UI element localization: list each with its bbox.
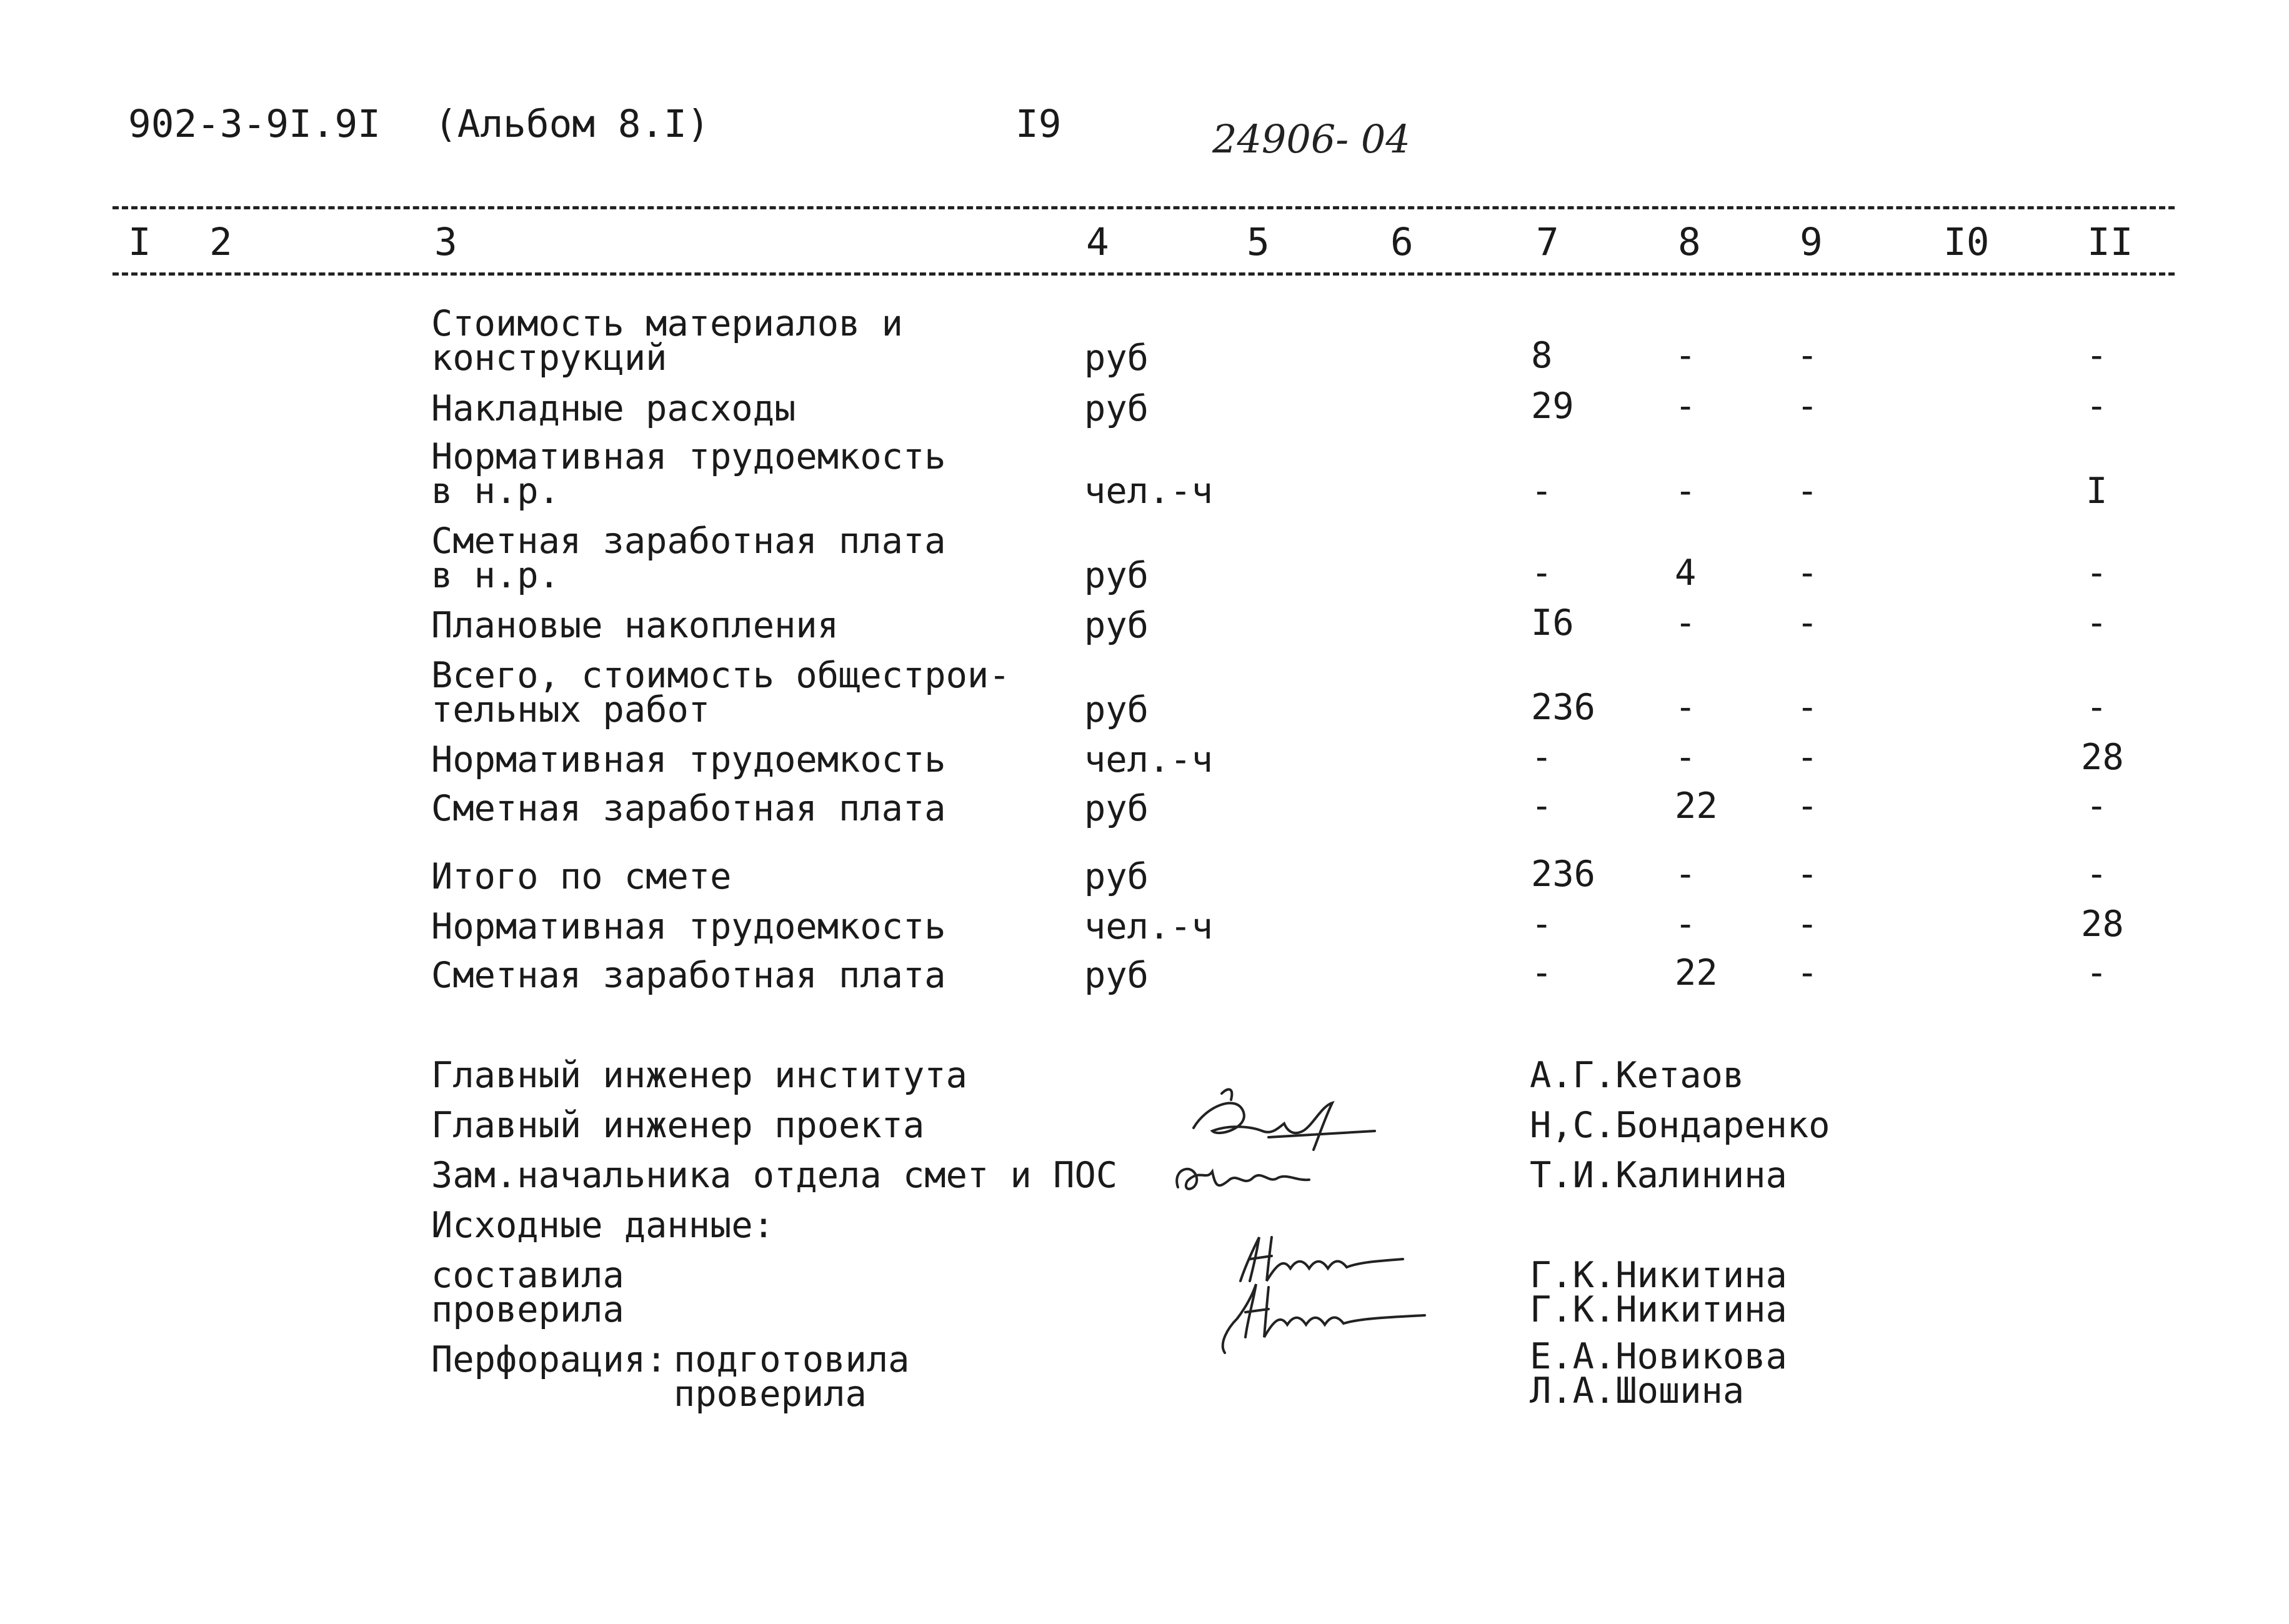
row-col8: - [1675,687,1697,728]
row-label-line: Нормативная трудоемкость [431,906,946,947]
row-col11: - [2086,552,2108,594]
row-col8: 4 [1675,552,1697,594]
row-label-line: в н.р. [431,555,560,596]
row-unit: чел.-ч [1084,906,1213,947]
row-col8: - [1675,904,1697,945]
column-header-7: 7 [1536,220,1559,264]
row-col7: 236 [1531,854,1595,895]
row-unit: руб [1084,788,1149,829]
page-number: I9 [1015,102,1062,146]
signer-title: проверила [431,1289,624,1330]
row-col11: - [2086,687,2108,728]
signer-name: Н,С.Бондаренко [1530,1105,1830,1146]
row-unit: руб [1084,388,1149,429]
row-col9: - [1797,335,1818,376]
row-col7: - [1531,952,1553,994]
signer-title: подготовила [674,1339,910,1380]
row-label-line: Нормативная трудоемкость [431,739,946,780]
row-label-line: Всего, стоимость общестрои- [431,655,1010,696]
row-label-line: Сметная заработная плата [431,788,946,829]
row-col9: - [1797,952,1818,994]
column-header-8: 8 [1678,220,1701,264]
row-col11: - [2086,602,2108,644]
row-unit: чел.-ч [1084,471,1213,512]
row-col9: - [1797,904,1818,945]
row-col7: - [1531,471,1553,512]
handwritten-signature-deputy-head [1169,1143,1356,1212]
row-col11: - [2086,785,2108,827]
row-col8: - [1675,386,1697,427]
row-unit: руб [1084,337,1149,379]
column-header-9: 9 [1800,220,1823,264]
signer-name: Т.И.Калинина [1530,1155,1787,1196]
row-col7: 236 [1531,687,1595,728]
row-col9: - [1797,785,1818,827]
row-unit: руб [1084,689,1149,730]
column-header-1: I [128,220,151,264]
row-col11: - [2086,952,2108,994]
handwritten-code: 24906- 04 [1212,116,1410,162]
row-unit: руб [1084,555,1149,596]
column-header-2: 2 [209,220,232,264]
signer-name: Л.А.Шошина [1530,1370,1745,1412]
row-label-line: тельных работ [431,689,711,730]
row-col9: - [1797,854,1818,895]
signer-title: Зам.начальника отдела смет и ПОС [431,1155,1118,1196]
row-col7: I6 [1531,602,1574,644]
row-label-line: Итого по смете [431,856,732,897]
row-col7: - [1531,785,1553,827]
row-label-line: Нормативная трудоемкость [431,436,946,477]
column-header-6: 6 [1390,220,1414,264]
row-col8: - [1675,471,1697,512]
signer-name: Е.А.Новикова [1530,1336,1787,1377]
row-col11: I [2086,471,2108,512]
row-col11: - [2086,386,2108,427]
signer-name: Г.К.Никитина [1530,1289,1787,1330]
row-col9: - [1797,687,1818,728]
column-header-10: I0 [1943,220,1990,264]
row-col9: - [1797,386,1818,427]
row-label-line: Сметная заработная плата [431,521,946,562]
row-col8: 22 [1675,785,1718,827]
signer-name: Г.К.Никитина [1530,1255,1787,1296]
row-label-line: в н.р. [431,471,560,512]
signer-title: проверила [674,1373,867,1415]
column-header-4: 4 [1086,220,1109,264]
row-col9: - [1797,602,1818,644]
row-col8: - [1675,737,1697,778]
row-col8: 22 [1675,952,1718,994]
signer-name: А.Г.Кетаов [1530,1055,1745,1096]
source-data-label: Исходные данные: [431,1205,775,1246]
signer-title: Главный инженер института [431,1055,967,1096]
row-unit: чел.-ч [1084,739,1213,780]
row-col11: - [2086,854,2108,895]
column-header-11: II [2087,220,2133,264]
row-unit: руб [1084,605,1149,646]
document-number: 902-3-9I.9I [128,102,381,146]
column-header-3: 3 [434,220,457,264]
column-header-5: 5 [1247,220,1270,264]
row-label-line: конструкций [431,337,667,379]
handwritten-signature-checked [1209,1268,1447,1362]
row-col7: 8 [1531,335,1553,376]
row-col7: - [1531,904,1553,945]
header-rule-bottom [112,272,2175,276]
row-col9: - [1797,471,1818,512]
row-col11: - [2086,335,2108,376]
perforation-label: Перфорация: [431,1339,667,1380]
row-col7: - [1531,737,1553,778]
row-col8: - [1675,602,1697,644]
row-col11: 28 [2081,737,2124,778]
row-unit: руб [1084,856,1149,897]
row-col9: - [1797,552,1818,594]
row-col8: - [1675,854,1697,895]
row-label-line: Накладные расходы [431,388,796,429]
row-label-line: Сметная заработная плата [431,955,946,996]
header-rule-top [112,206,2175,209]
row-col8: - [1675,335,1697,376]
row-label-line: Стоимость материалов и [431,303,903,344]
row-label-line: Плановые накопления [431,605,839,646]
row-col9: - [1797,737,1818,778]
signer-title: составила [431,1255,624,1296]
row-col7: 29 [1531,386,1574,427]
signer-title: Главный инженер проекта [431,1105,925,1146]
row-col11: 28 [2081,904,2124,945]
row-unit: руб [1084,955,1149,996]
album-label: (Альбом 8.I) [434,102,710,146]
row-col7: - [1531,552,1553,594]
